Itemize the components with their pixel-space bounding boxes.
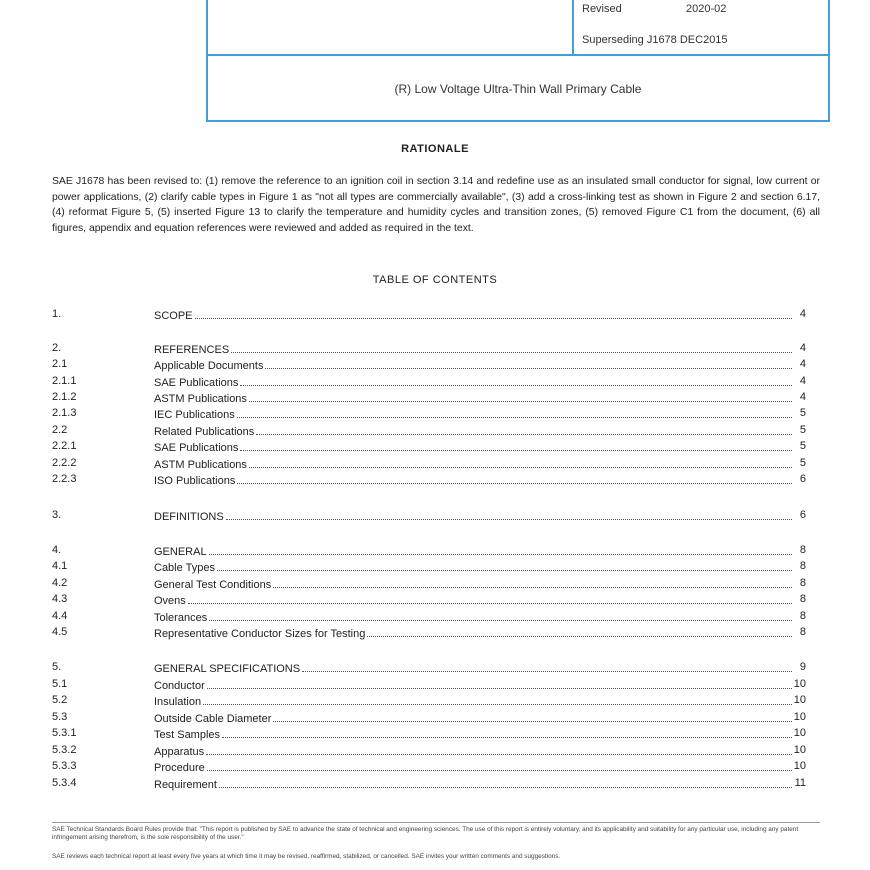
toc-entry-page: 4 — [799, 391, 806, 403]
toc-entry-label: SAE Publications — [154, 442, 239, 454]
toc-leader-dots — [195, 308, 792, 319]
toc-entry-number: 2.1.1 — [52, 375, 77, 387]
toc-entry[interactable] — [52, 308, 806, 322]
toc-entry-number: 4.4 — [52, 610, 68, 622]
rationale-heading: RATIONALE — [401, 143, 469, 155]
toc-leader-dots — [273, 577, 792, 588]
toc-leader-dots — [188, 593, 792, 604]
toc-entry-page: 8 — [799, 610, 806, 622]
toc-entry[interactable] — [52, 711, 806, 725]
toc-entry-number: 4.5 — [52, 626, 68, 638]
toc-entry-label: DEFINITIONS — [154, 511, 224, 523]
toc-entry-label: Related Publications — [154, 426, 255, 438]
toc-leader-dots — [226, 509, 792, 520]
toc-entry-label: Cable Types — [154, 562, 215, 574]
toc-entry-label: Conductor — [154, 680, 205, 692]
toc-entry-number: 1. — [52, 308, 62, 320]
toc-entry[interactable] — [52, 694, 806, 708]
toc-entry[interactable] — [52, 391, 806, 405]
toc-entry-page: 10 — [793, 744, 806, 756]
toc-leader-dots — [206, 744, 792, 755]
toc-entry-label: IEC Publications — [154, 409, 235, 421]
toc-leader-dots — [249, 391, 792, 402]
footer-divider — [52, 822, 820, 823]
toc-entry[interactable] — [52, 440, 806, 454]
document-title: (R) Low Voltage Ultra-Thin Wall Primary Cable — [394, 82, 642, 96]
revised-label: Revised — [582, 3, 622, 15]
toc-entry[interactable] — [52, 424, 806, 438]
toc-leader-dots — [367, 626, 792, 637]
toc-entry-label: Applicable Documents — [154, 360, 264, 372]
toc-entry-number: 5.3.4 — [52, 777, 77, 789]
toc-leader-dots — [273, 711, 792, 722]
toc-entry-label: Test Samples — [154, 729, 221, 741]
toc-entry-label: Procedure — [154, 762, 205, 774]
toc-entry[interactable] — [52, 626, 806, 640]
toc-entry[interactable] — [52, 760, 806, 774]
toc-entry-number: 5.3.1 — [52, 727, 77, 739]
toc-leader-dots — [240, 440, 792, 451]
toc-leader-dots — [240, 375, 792, 386]
toc-entry[interactable] — [52, 358, 806, 372]
toc-entry-page: 10 — [793, 678, 806, 690]
toc-entry-label: SCOPE — [154, 310, 193, 322]
footer-notice: SAE Technical Standards Board Rules provide that: "This report is published by SAE to advance the state of technical and engineering sciences. The use of this report is entirely voluntary, and its applicability and suitability for any particular use, including any patent infringement arising therefrom, is the sole responsibility of the user." — [52, 826, 799, 841]
toc-entry[interactable] — [52, 544, 806, 558]
toc-leader-dots — [219, 777, 792, 788]
toc-entry[interactable] — [52, 610, 806, 624]
toc-entry-label: General Test Conditions — [154, 579, 272, 591]
header-divider-horizontal — [208, 54, 828, 56]
toc-entry-page: 5 — [799, 407, 806, 419]
toc-entry-page: 8 — [799, 544, 806, 556]
toc-entry-page: 5 — [799, 424, 806, 436]
toc-entry-number: 4.3 — [52, 593, 68, 605]
toc-entry-page: 8 — [799, 626, 806, 638]
toc-entry[interactable] — [52, 593, 806, 607]
toc-entry-label: Outside Cable Diameter — [154, 713, 272, 725]
toc-entry-page: 10 — [793, 727, 806, 739]
toc-entry-page: 5 — [799, 440, 806, 452]
toc-entry-page: 4 — [799, 308, 806, 320]
toc-heading: TABLE OF CONTENTS — [372, 274, 498, 286]
toc-entry-label: ASTM Publications — [154, 393, 247, 405]
toc-leader-dots — [207, 760, 792, 771]
toc-leader-dots — [207, 678, 792, 689]
toc-entry[interactable] — [52, 342, 806, 356]
toc-leader-dots — [256, 424, 792, 435]
toc-entry-number: 2.1.2 — [52, 391, 77, 403]
toc-entry[interactable] — [52, 661, 806, 675]
rationale-text: SAE J1678 has been revised to: (1) remove the reference to an ignition coil in section 3.14 and redefine use as an insulated small conductor for signal, low current or power applications, (2) clarify cable types in Figure 1 as "not all types are commercially available", (3) add a cross-linking test as shown in Figure 2 and section 6.17, (4) reformat Figure 5, (5) inserted Figure 13 to clarify the temperature and humidity cycles and transition zones, (5) removed Figure C1 from the document, (6) all figures, appendix and equation references were reviewed and added as required in the text. — [52, 176, 820, 234]
toc-leader-dots — [302, 661, 792, 672]
toc-entry[interactable] — [52, 407, 806, 421]
toc-entry-number: 2.1 — [52, 358, 68, 370]
toc-entry-label: GENERAL SPECIFICATIONS — [154, 663, 301, 675]
toc-entry-page: 9 — [799, 661, 806, 673]
toc-entry-page: 8 — [799, 577, 806, 589]
toc-entry-label: REFERENCES — [154, 344, 230, 356]
toc-entry-page: 8 — [799, 560, 806, 572]
toc-entry-number: 2. — [52, 342, 62, 354]
toc-entry-number: 2.2 — [52, 424, 68, 436]
revised-date: 2020-02 — [686, 3, 727, 15]
toc-entry-number: 2.1.3 — [52, 407, 77, 419]
toc-entry-number: 5.3.2 — [52, 744, 77, 756]
header-divider-vertical — [572, 0, 574, 54]
toc-entry-number: 4.1 — [52, 560, 68, 572]
toc-entry[interactable] — [52, 560, 806, 574]
toc-entry-page: 10 — [793, 711, 806, 723]
toc-entry-label: ASTM Publications — [154, 459, 247, 471]
toc-entry-label: Tolerances — [154, 612, 208, 624]
toc-entry-number: 3. — [52, 509, 62, 521]
toc-entry-label: Insulation — [154, 696, 202, 708]
toc-entry-page: 4 — [799, 342, 806, 354]
toc-entry-number: 5.3 — [52, 711, 68, 723]
footer-review-notice: SAE reviews each technical report at least every five years at which time it may be revised, reaffirmed, stabilized, or cancelled. SAE invites your written comments and suggestions. — [52, 853, 561, 860]
toc-entry-label: Requirement — [154, 779, 217, 791]
toc-entry-number: 2.2.1 — [52, 440, 77, 452]
toc-entry-number: 4. — [52, 544, 62, 556]
toc-leader-dots — [203, 694, 792, 705]
toc-entry[interactable] — [52, 509, 806, 523]
toc-entry-page: 6 — [799, 473, 806, 485]
toc-entry-number: 5.2 — [52, 694, 68, 706]
toc-entry-number: 5. — [52, 661, 62, 673]
toc-entry-number: 2.2.3 — [52, 473, 77, 485]
toc-entry-label: Apparatus — [154, 746, 205, 758]
toc-entry-label: GENERAL — [154, 546, 207, 558]
toc-entry[interactable] — [52, 777, 806, 791]
toc-leader-dots — [237, 407, 792, 418]
toc-entry-label: ISO Publications — [154, 475, 236, 487]
superseding-note: Superseding J1678 DEC2015 — [582, 34, 728, 46]
toc-entry-page: 6 — [799, 509, 806, 521]
toc-entry[interactable] — [52, 727, 806, 741]
toc-entry-number: 2.2.2 — [52, 457, 77, 469]
toc-leader-dots — [237, 473, 792, 484]
toc-leader-dots — [231, 342, 792, 353]
toc-entry-page: 11 — [794, 777, 806, 789]
toc-entry[interactable] — [52, 457, 806, 471]
toc-leader-dots — [265, 358, 792, 369]
toc-entry[interactable] — [52, 473, 806, 487]
document-header-box — [206, 0, 830, 122]
toc-entry-number: 4.2 — [52, 577, 68, 589]
toc-entry-page: 4 — [799, 358, 806, 370]
toc-entry-page: 4 — [799, 375, 806, 387]
toc-entry-number: 5.3.3 — [52, 760, 77, 772]
toc-entry[interactable] — [52, 744, 806, 758]
toc-entry-number: 5.1 — [52, 678, 68, 690]
toc-leader-dots — [249, 457, 792, 468]
toc-entry[interactable] — [52, 375, 806, 389]
toc-leader-dots — [209, 544, 792, 555]
toc-entry-label: Ovens — [154, 595, 186, 607]
toc-entry-label: SAE Publications — [154, 377, 239, 389]
toc-entry-page: 8 — [799, 593, 806, 605]
toc-entry-label: Representative Conductor Sizes for Testing — [154, 628, 366, 640]
toc-entry-page: 5 — [799, 457, 806, 469]
toc-entry[interactable] — [52, 577, 806, 591]
toc-entry-page: 10 — [793, 760, 806, 772]
toc-leader-dots — [209, 610, 792, 621]
toc-leader-dots — [222, 727, 792, 738]
toc-entry[interactable] — [52, 678, 806, 692]
toc-entry-page: 10 — [793, 694, 806, 706]
toc-leader-dots — [217, 560, 792, 571]
